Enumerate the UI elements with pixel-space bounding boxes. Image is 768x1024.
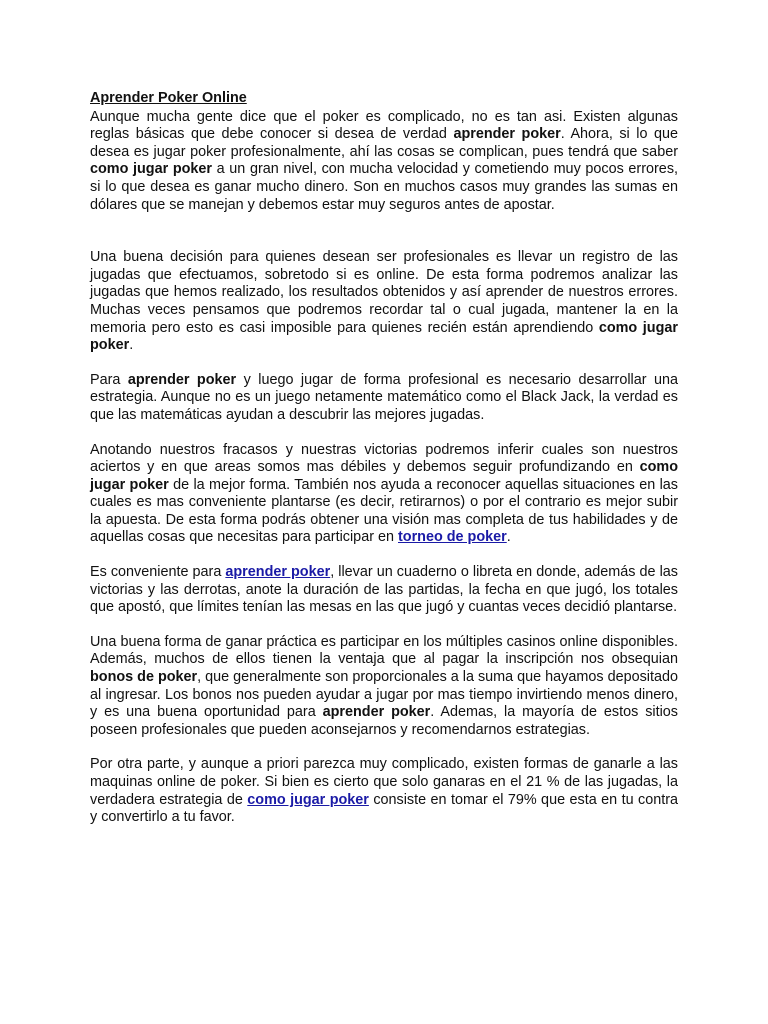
paragraph-spacer [90, 355, 678, 372]
paragraph-4 [90, 442, 678, 548]
keyword-como-jugar-poker: como jugar poker [90, 161, 213, 178]
paragraph-spacer [90, 617, 678, 634]
text-run: Una buena forma de ganar práctica es participar en los múltiples casinos online disponibles. Además, muchos de ellos tienen la ventaja que al pagar la inscripción nos obsequian [90, 633, 678, 668]
text-run: Aunque mucha gente dice que el poker es complicado, no es tan asi. Existen algunas reglas básicas que debe conocer si desea de verdad [90, 108, 678, 143]
paragraph-spacer [90, 425, 678, 442]
text-run: , llevar un cuaderno o libreta en donde, además de las victorias y las derrotas, anote la duración de las partidas, la fecha en que jugó, los totales que apostó, que límites tenían las mesas en las que jugó y cuantas veces decidió plantarse. [90, 564, 678, 616]
paragraph-spacer [90, 547, 678, 564]
paragraph-1 [90, 109, 678, 215]
text-run: , que generalmente son proporcionales a la suma que hayamos depositado al ingresar. Los bonos nos pueden ayudar a jugar por mas tiempo invirtiendo menos dinero, y es una buena oportunidad para [90, 669, 678, 721]
link-torneo-de-poker[interactable]: torneo de poker [398, 529, 507, 546]
text-run: Es conveniente para [90, 564, 226, 581]
text-run: Por otra parte, y aunque a priori parezca muy complicado, existen formas de ganarle a las maquinas online de poker. Si bien es cierto que solo ganaras en el 21 % de las jugadas, la verdadera estrategia de [90, 756, 678, 808]
text-run: . Ademas, la mayoría de estos sitios poseen profesionales que pueden aconsejarnos y recomendarnos estrategias. [90, 704, 678, 738]
paragraph-7 [90, 756, 678, 826]
text-run: . Ahora, si lo que desea es jugar poker profesionalmente, ahí las cosas se complican, pues tendrá que saber [90, 126, 678, 160]
keyword-como-jugar-poker: como jugar poker [90, 459, 678, 493]
link-aprender-poker[interactable]: aprender poker [225, 564, 331, 581]
keyword-aprender-poker: aprender poker [453, 126, 561, 143]
text-run: consiste en tomar el 79% que esta en tu contra y convertirlo a tu favor. [90, 791, 678, 826]
text-run: Para [90, 371, 128, 388]
paragraph-spacer [90, 214, 678, 249]
paragraph-spacer [90, 739, 678, 756]
text-run: Una buena decisión para quienes desean ser profesionales es llevar un registro de las jugadas que efectuamos, sobretodo si es online. De esta forma podremos analizar las jugadas que hemos realizado, los resultados obtenidos y así aprender de nuestros errores. Muchas veces pensamos que podremos recordar tal o cual jugada, mantener la en la memoria pero esto es casi imposible para quienes recién están aprendiendo [90, 249, 678, 336]
keyword-aprender-poker: aprender poker [322, 704, 431, 721]
text-run: y luego jugar de forma profesional es necesario desarrollar una estrategia. Aunque no es un juego netamente matemático como el Black Jack, la verdad es que las matemáticas ayudan a descubrir las mejores jugadas. [90, 371, 678, 423]
paragraph-3 [90, 372, 678, 425]
text-run: de la mejor forma. También nos ayuda a reconocer aquellas situaciones en las cuales es mas conveniente plantarse (es decir, retirarnos) o por el contrario es mejor subir la apuesta. De esta forma podrás obtener una visión mas completa de tus habilidades y de aquellas cosas que necesitas para participar en [90, 476, 679, 546]
keyword-aprender-poker: aprender poker [127, 371, 237, 388]
paragraph-6 [90, 634, 678, 740]
text-run: Anotando nuestros fracasos y nuestras victorias podremos inferir cuales son nuestros aciertos y en que areas somos mas débiles y debemos seguir profundizando en [90, 441, 678, 476]
document-body [90, 90, 678, 827]
document-title: Aprender Poker Online [90, 90, 247, 106]
paragraph-5 [90, 564, 678, 617]
text-run: a un gran nivel, con mucha velocidad y cometiendo muy pocos errores, si lo que desea es ganar mucho dinero. Son en muchos casos muy grandes las sumas en dólares que se manejan y debemos estar muy seguros antes de apostar. [90, 161, 679, 213]
paragraph-2 [90, 249, 678, 355]
text-run: . [506, 529, 511, 546]
text-run: . [129, 337, 134, 354]
keyword-como-jugar-poker: como jugar poker [90, 319, 678, 354]
link-como-jugar-poker[interactable]: como jugar poker [247, 791, 369, 808]
keyword-bonos-de-poker: bonos de poker [90, 669, 198, 686]
